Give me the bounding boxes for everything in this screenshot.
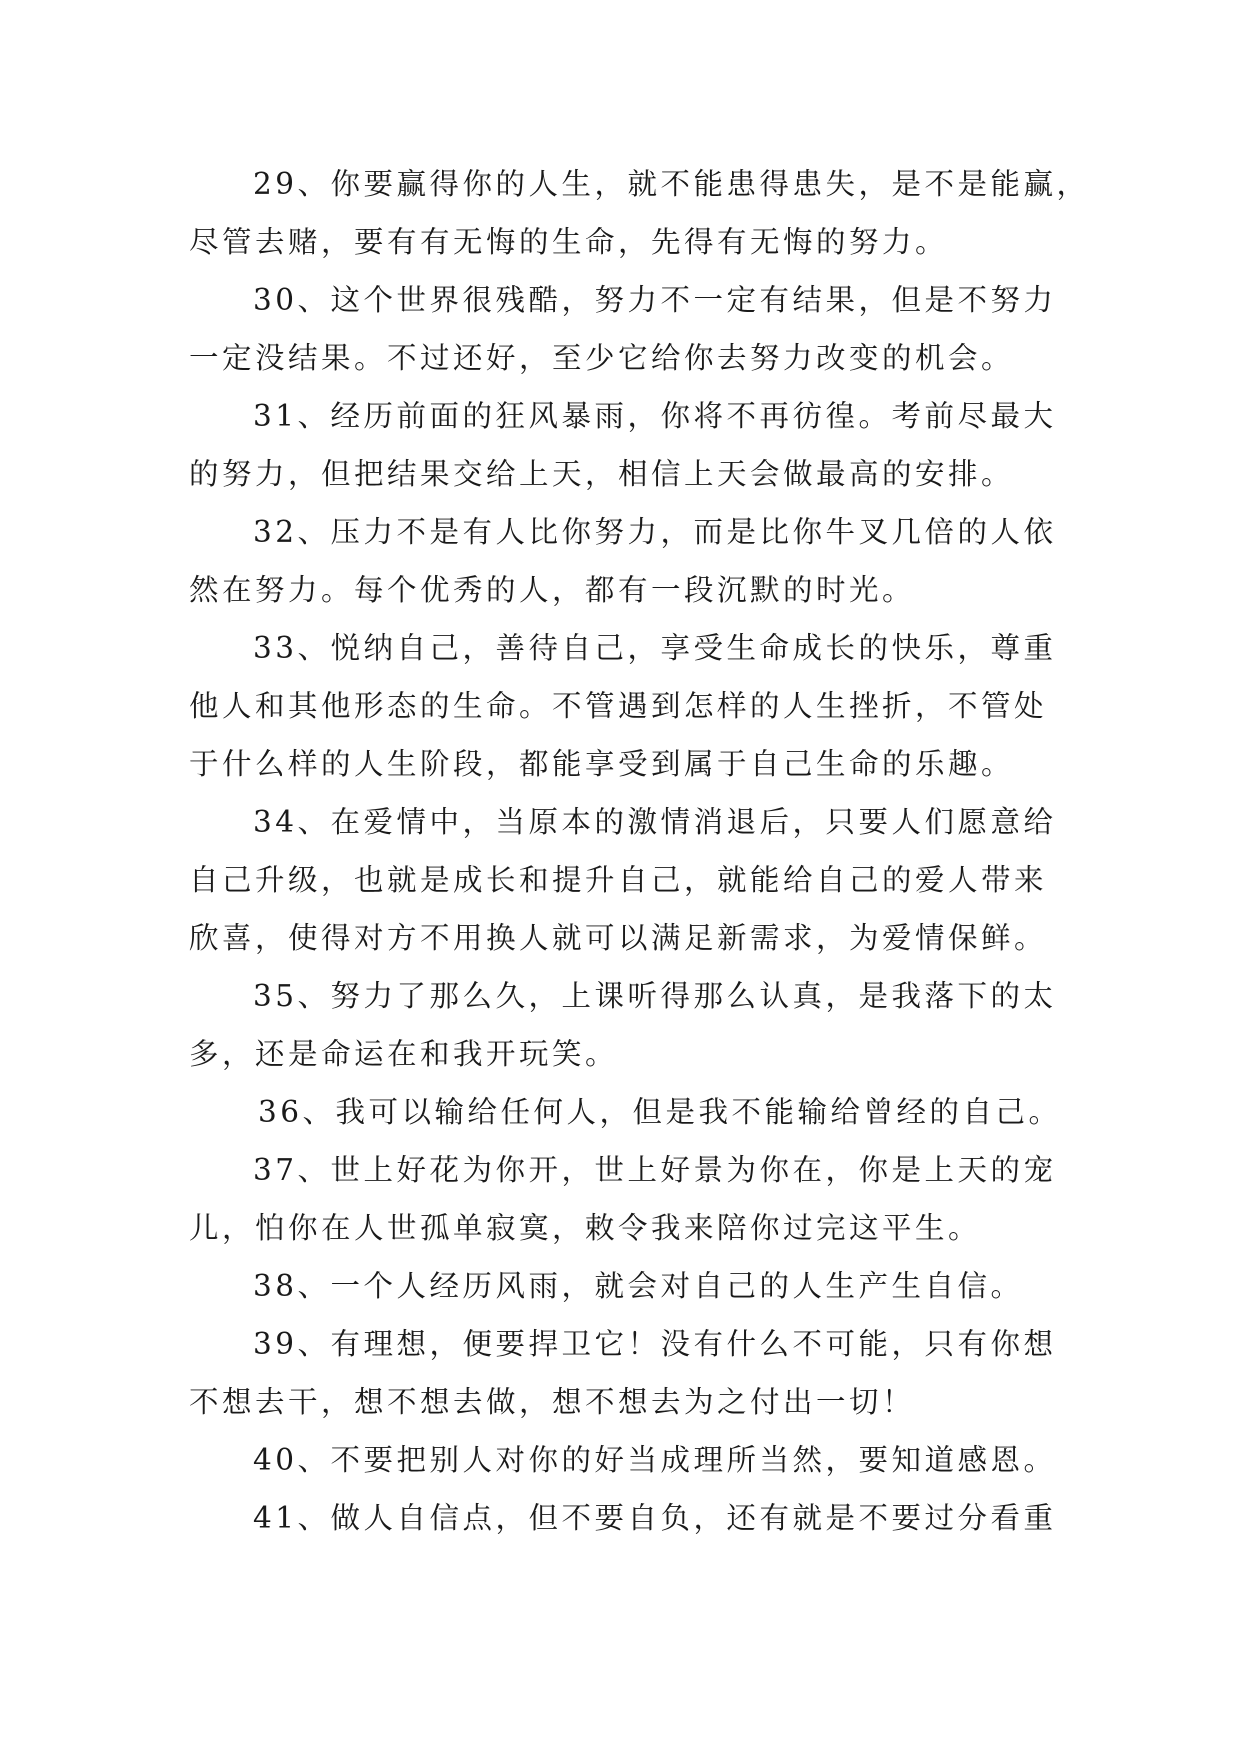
text-line: 尽管去赌，要有有无悔的生命，先得有无悔的努力。 (189, 225, 949, 259)
text-line: 的努力，但把结果交给上天，相信上天会做最高的安排。 (189, 457, 1015, 491)
text-line: 他人和其他形态的生命。不管遇到怎样的人生挫折，不管处 (189, 689, 1048, 723)
text-line: 欣喜，使得对方不用换人就可以满足新需求，为爱情保鲜。 (189, 921, 1048, 955)
text-line: 30、这个世界很残酷，努力不一定有结果，但是不努力 (253, 283, 1057, 317)
text-line: 32、压力不是有人比你努力，而是比你牛叉几倍的人依 (253, 515, 1057, 549)
text-line: 38、一个人经历风雨，就会对自己的人生产生自信。 (253, 1269, 1024, 1303)
text-line: 41、做人自信点，但不要自负，还有就是不要过分看重 (253, 1501, 1057, 1535)
text-line: 33、悦纳自己，善待自己，享受生命成长的快乐，尊重 (253, 631, 1057, 665)
text-line: 34、在爱情中，当原本的激情消退后，只要人们愿意给 (253, 805, 1057, 839)
text-line: 36、我可以输给任何人，但是我不能输给曾经的自己。 (258, 1095, 1062, 1129)
text-line: 自己升级，也就是成长和提升自己，就能给自己的爱人带来 (189, 863, 1048, 897)
text-line: 不想去干，想不想去做，想不想去为之付出一切！ (189, 1385, 916, 1419)
text-line: 29、你要赢得你的人生，就不能患得患失，是不是能赢， (253, 167, 1090, 201)
text-line: 儿，怕你在人世孤单寂寞，敕令我来陪你过完这平生。 (189, 1211, 982, 1245)
text-line: 于什么样的人生阶段，都能享受到属于自己生命的乐趣。 (189, 747, 1015, 781)
text-line: 40、不要把别人对你的好当成理所当然，要知道感恩。 (253, 1443, 1057, 1477)
text-line: 39、有理想，便要捍卫它！没有什么不可能，只有你想 (253, 1327, 1057, 1361)
text-line: 35、努力了那么久，上课听得那么认真，是我落下的太 (253, 979, 1057, 1013)
document-body (189, 155, 1089, 1547)
text-line: 多，还是命运在和我开玩笑。 (189, 1037, 619, 1071)
text-line: 31、经历前面的狂风暴雨，你将不再彷徨。考前尽最大 (253, 399, 1057, 433)
text-line: 然在努力。每个优秀的人，都有一段沉默的时光。 (189, 573, 916, 607)
text-line: 一定没结果。不过还好，至少它给你去努力改变的机会。 (189, 341, 1015, 375)
text-line: 37、世上好花为你开，世上好景为你在，你是上天的宠 (253, 1153, 1057, 1187)
